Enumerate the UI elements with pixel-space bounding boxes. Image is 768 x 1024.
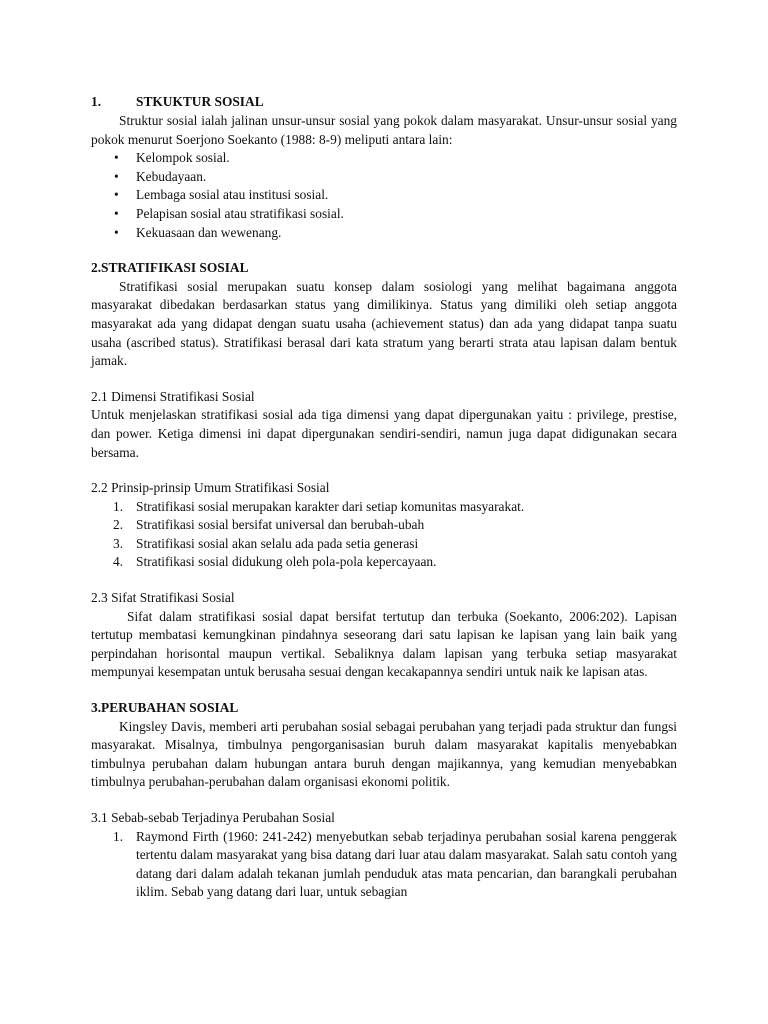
spacer — [91, 371, 677, 388]
list-item: 1. Raymond Firth (1960: 241-242) menyebutkan sebab terjadinya perubahan sosial karena penggerak tertentu dalam masyarakat yang bisa datang dari luar atau dalam masyarakat. Salah satu contoh yang datang dari dalam adalah tekanan jumlah penduduk atas mata pencarian, dan barangkali perubahan iklim. Sebab yang datang dari luar, untuk sebagian — [113, 828, 677, 900]
document-body — [91, 93, 677, 902]
subsection-2-1-title: 2.1 Dimensi Stratifikasi Sosial — [91, 388, 255, 404]
bullet-icon: • — [114, 187, 119, 203]
spacer — [91, 682, 677, 699]
bullet-icon: • — [114, 150, 119, 166]
section-1-heading — [91, 93, 677, 112]
list-item: 2. Stratifikasi sosial bersifat universal dan berubah-ubah — [113, 517, 425, 533]
list-item: • Pelapisan sosial atau stratifikasi sosial. — [91, 205, 677, 224]
subsection-2-3-paragraph: Sifat dalam stratifikasi sosial dapat bersifat tertutup dan terbuka (Soekanto, 2006:202). Lapisan tertutup membatasi kemungkinan pindahnya seseorang dari satu lapisan ke lapisan yang lain baik yang perpindahan horisontal maupun vertikal. Sebaliknya dalam lapisan yang terbuka setiap masyarakat mempunyai kesempatan untuk berusaha sesuai dengan kecakapannya sendiri untuk naik ke lapisan atas. — [91, 608, 677, 680]
spacer — [91, 572, 677, 589]
subsection-2-3-title: 2.3 Sifat Stratifikasi Sosial — [91, 590, 235, 606]
list-item: • Kelompok sosial. — [91, 149, 677, 168]
list-item: • Lembaga sosial atau institusi sosial. — [91, 186, 677, 205]
subsection-2-2-title: 2.2 Prinsip-prinsip Umum Stratifikasi Sosial — [91, 480, 330, 496]
subsection-2-2-list — [91, 498, 677, 572]
subsection-3-1-title: 3.1 Sebab-sebab Terjadinya Perubahan Sosial — [91, 810, 335, 825]
bullet-icon: • — [114, 168, 119, 184]
section-3-paragraph: Kingsley Davis, memberi arti perubahan sosial sebagai perubahan yang terjadi pada struktur dan fungsi masyarakat. Misalnya, timbulnya pengorganisasian buruh dalam masyarakat kapitalis menyebabkan timbulnya perubahan dalam hubungan antara buruh dengan majikannya, yang kemudian menyebabkan timbulnya perubahan-perubahan dalam organisasi ekonomi politik. — [91, 718, 677, 790]
bullet-icon: • — [114, 205, 119, 221]
section-2-heading: 2.STRATIFIKASI SOSIAL — [91, 260, 249, 276]
spacer — [91, 792, 677, 809]
section-1-number: 1. — [91, 94, 102, 109]
section-1-title: STKUKTUR SOSIAL — [136, 94, 264, 109]
list-item: 3. Stratifikasi sosial akan selalu ada pada setia generasi — [113, 535, 419, 551]
list-item: 1. Stratifikasi sosial merupakan karakter dari setiap komunitas masyarakat. — [113, 498, 525, 514]
spacer — [91, 462, 677, 479]
section-1-paragraph: Struktur sosial ialah jalinan unsur-unsur sosial yang pokok dalam masyarakat. Unsur-unsur sosial yang pokok menurut Soerjono Soekanto (1988: 8-9) meliputi antara lain: — [91, 113, 677, 147]
section-3-heading: 3.PERUBAHAN SOSIAL — [91, 700, 239, 716]
list-item: • Kebudayaan. — [91, 168, 677, 187]
section-1-bullet-list — [91, 149, 677, 242]
list-item: 4. Stratifikasi sosial didukung oleh pola-pola kepercayaan. — [113, 554, 437, 570]
section-2-paragraph: Stratifikasi sosial merupakan suatu konsep dalam sosiologi yang melihat bagaimana anggota masyarakat dibedakan berdasarkan status yang dimilikinya. Status yang dimiliki oleh setiap anggota masyarakat ada yang didapat dengan suatu usaha (achievement status) dan ada yang didapat tanpa suatu usaha (ascribed status). Stratifikasi berasal dari kata stratum yang berarti strata atau lapisan dalam bentuk jamak. — [91, 278, 677, 369]
subsection-2-1-paragraph: Untuk menjelaskan stratifikasi sosial ada tiga dimensi yang dapat dipergunakan yaitu : privilege, prestise, dan power. Ketiga dimensi ini dapat dipergunakan sendiri-sendiri, namun juga dapat didigunakan secara bersama. — [91, 407, 677, 460]
list-item: • Kekuasaan dan wewenang. — [91, 224, 677, 243]
subsection-3-1-list — [91, 828, 677, 902]
bullet-icon: • — [114, 224, 119, 240]
spacer — [91, 242, 677, 259]
